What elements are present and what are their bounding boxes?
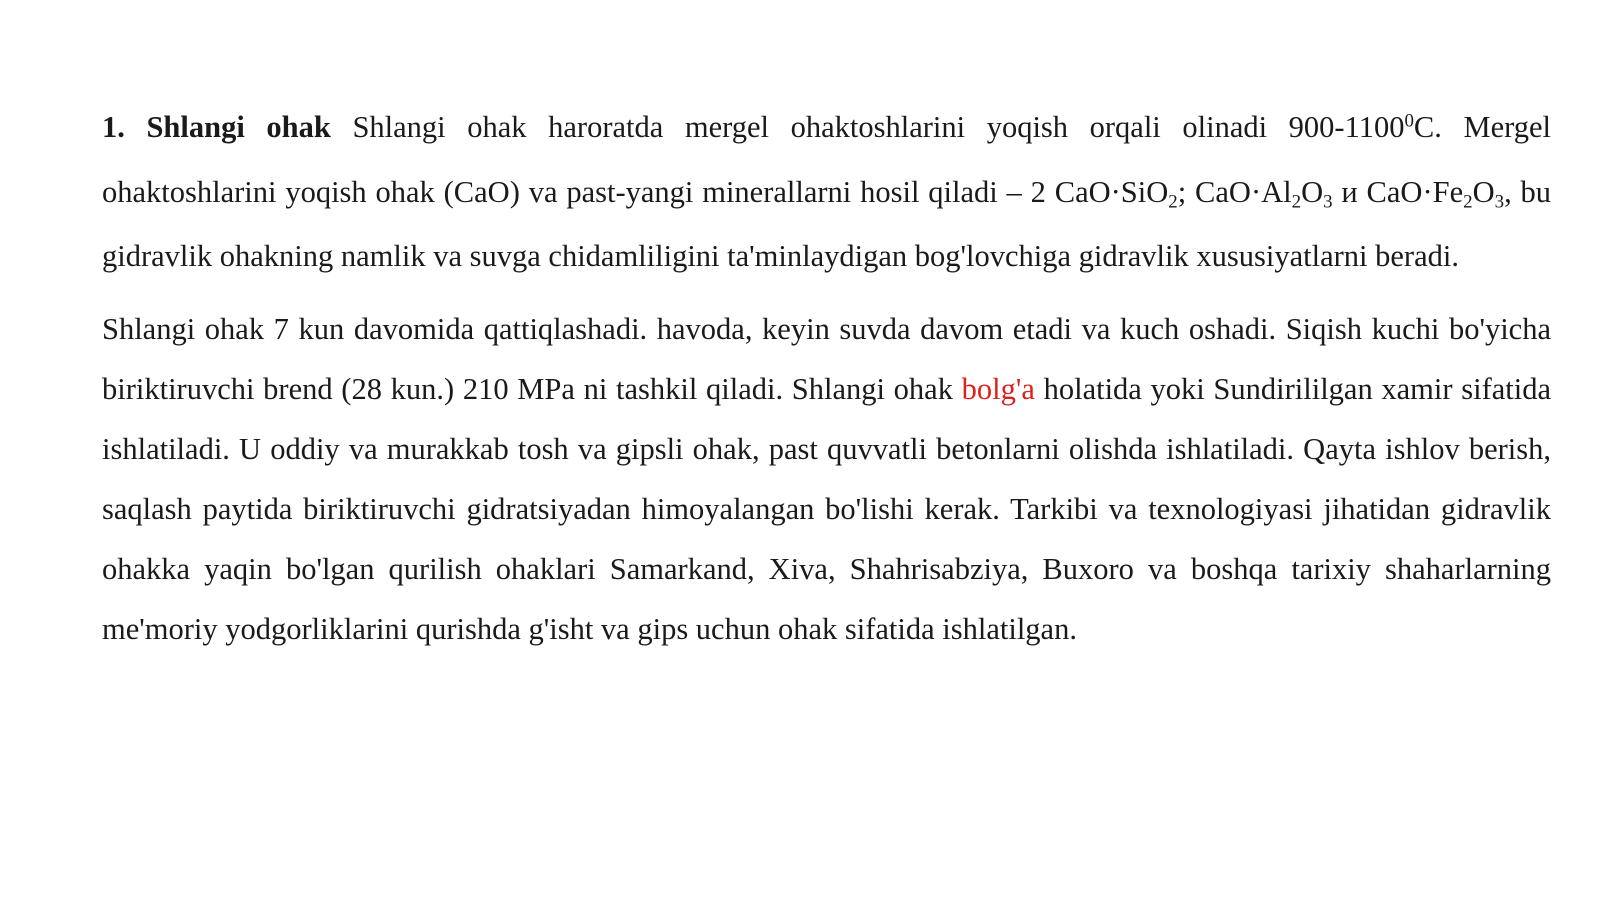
paragraph-shlangi-ohak-intro xyxy=(102,95,1551,289)
paragraph1-text-g: , bu gidravlik ohakning namlik va suvga chidamliligini ta'minlaydigan bog'lovchiga gidravlik xususiyatlarni beradi. xyxy=(102,174,1552,273)
paragraph1-text-e: и CaO·Fe xyxy=(1332,174,1464,209)
paragraph1-text-b: C. Mergel ohaktoshlarini yoqish ohak (CaO) va past-yangi minerallarni hosil qiladi – 2 CaO·SiO xyxy=(102,110,1551,209)
highlighted-word: bolg'a xyxy=(961,371,1035,406)
paragraph1-text-c: ; CaO·Al xyxy=(1177,174,1292,209)
paragraph1-text-d: O xyxy=(1301,174,1324,209)
degree-superscript: 0 xyxy=(1404,110,1414,132)
subscript-o3-fe: 3 xyxy=(1494,190,1505,212)
slide-body xyxy=(102,95,1551,659)
subscript-al2: 2 xyxy=(1291,190,1302,212)
paragraph1-text-a: Shlangi ohak haroratda mergel ohaktoshlarini yoqish orqali olinadi 900-1100 xyxy=(330,110,1405,144)
paragraph-hardening-usage xyxy=(102,299,1551,659)
section-heading: 1. Shlangi ohak xyxy=(102,110,331,144)
paragraph1-text-f: O xyxy=(1472,174,1495,209)
subscript-sio2: 2 xyxy=(1168,190,1178,212)
subscript-o3-al: 3 xyxy=(1323,190,1333,212)
paragraph2-text-b: holatida yoki Sundirililgan xamir sifatida ishlatiladi. U oddiy va murakkab tosh va gipsli ohak, past quvvatli betonlarni olishda ishlatiladi. Qayta ishlov berish, saqlash paytida biriktiruvchi gidratsiyadan himoyalangan bo'lishi kerak. Tarkibi va texnologiyasi jihatidan gidravlik ohakka yaqin bo'lgan qurilish ohaklari Samarkand, Xiva, Shahrisabziya, Buxoro va boshqa tarixiy shaharlarning me'moriy yodgorliklarini qurishda g'isht va gips uchun ohak sifatida ishlatilgan. xyxy=(102,371,1551,646)
subscript-fe2: 2 xyxy=(1463,190,1473,212)
paragraph2-text-a: Shlangi ohak 7 kun davomida qattiqlashadi. havoda, keyin suvda davom etadi va kuch oshadi. Siqish kuchi bo'yicha biriktiruvchi brend (28 kun.) 210 MPa ni tashkil qiladi. Shlangi ohak xyxy=(102,311,1551,406)
